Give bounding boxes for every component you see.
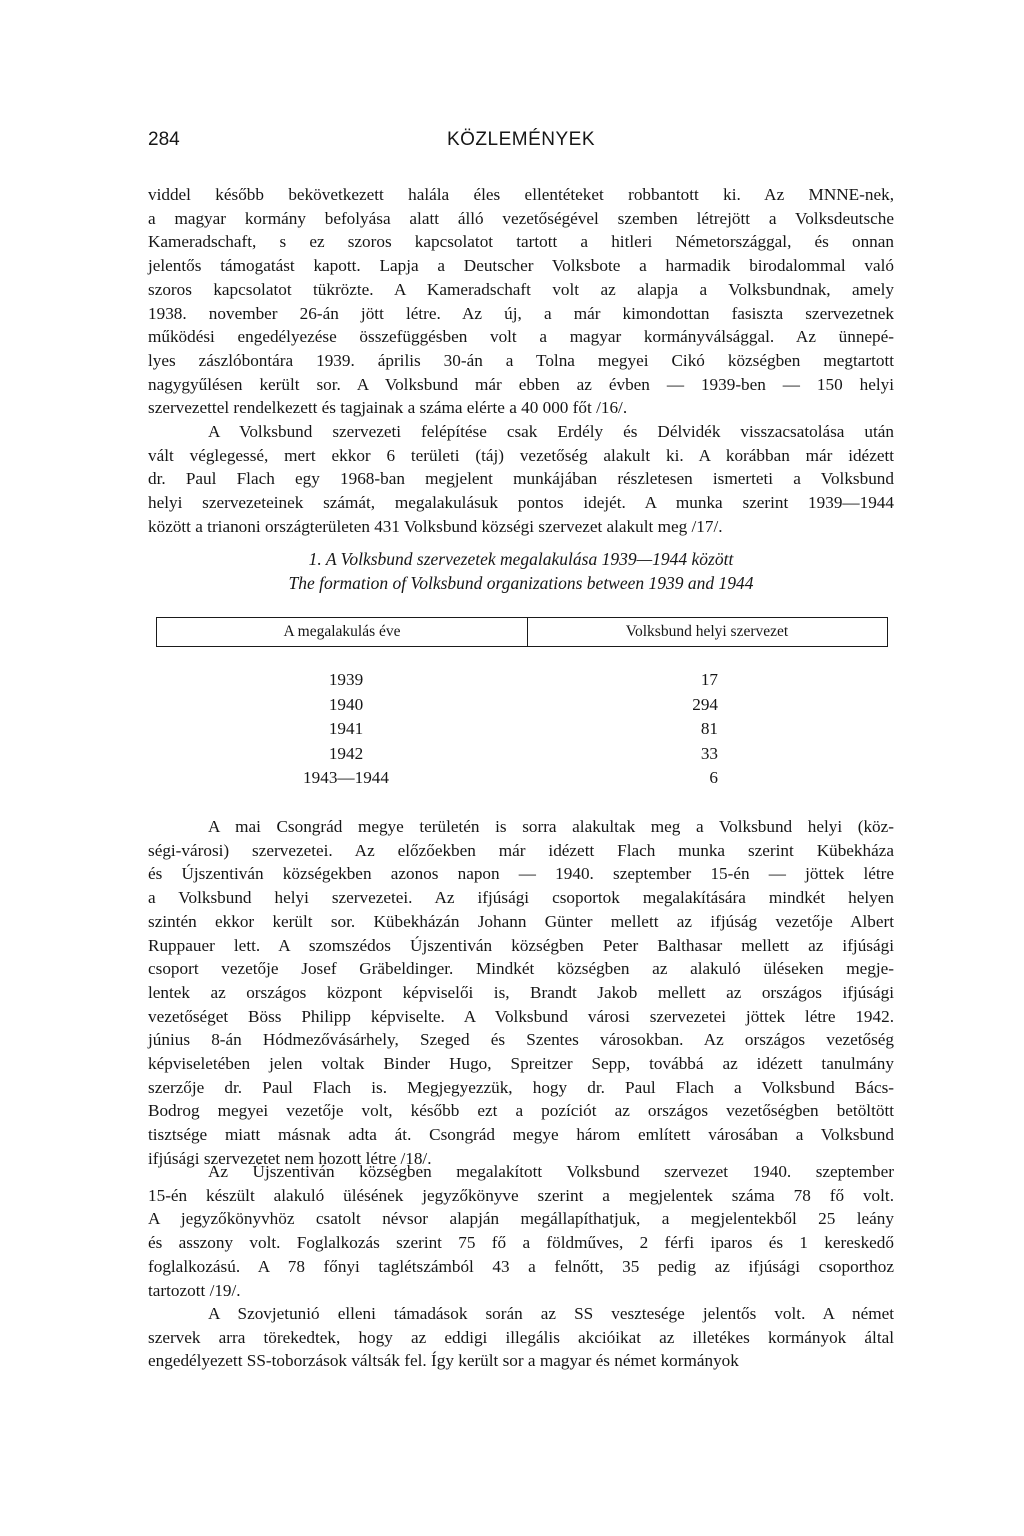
text-line: és Újszentiván községekben azonos napon — 1940. szeptember 15-én — jöttek létre bbox=[148, 864, 894, 884]
text-line: ségi-városi) szervezetei. Az előzőekben már idézett Flach munka szerint Kübekháza bbox=[148, 840, 894, 860]
page-header bbox=[148, 129, 894, 155]
count-cell: 6 bbox=[709, 768, 718, 787]
text-line: nagygyűlésen került sor. A Volksbund már ebben az évben — 1939-ben — 150 helyi bbox=[148, 374, 894, 394]
text-line: szervezettel rendelkezett és tagjainak a száma elérte a 40 000 főt /16/. bbox=[148, 398, 628, 418]
text-line: foglalkozású. A 78 főnyi taglétszámból 43 a felnőtt, 35 pedig az ifjúsági csoporthoz bbox=[148, 1256, 894, 1276]
text-line: 15-én készült alakuló ülésének jegyzőkönyve szerint a megjelentek száma 78 fő volt. bbox=[148, 1185, 894, 1205]
text-line: A Szovjetunió elleni támadások során az SS vesztesége jelentős volt. A német bbox=[208, 1304, 894, 1323]
text-line: a magyar kormány befolyása alatt álló vezetőségével szemben létrejött a Volksdeutsche bbox=[148, 208, 894, 228]
table-body bbox=[148, 670, 894, 793]
column-header-count: Volksbund helyi szervezet bbox=[625, 623, 789, 640]
year-cell: 1941 bbox=[328, 719, 364, 738]
text-line: engedélyezett SS-toborzások váltsák fel. Így került sor a magyar és német kormányok bbox=[148, 1351, 739, 1371]
text-line: lentek az országos központ képviselői is, Brandt Jakob mellett az országos ifjúsági bbox=[148, 982, 894, 1002]
section-title: KÖZLEMÉNYEK bbox=[446, 129, 596, 150]
column-header-year: A megalakulás éve bbox=[157, 618, 528, 646]
text-line: Bodrog megyei vezetője volt, később ezt a pozíciót az országos vezetőségben betöltött bbox=[148, 1101, 894, 1121]
text-line: ifjúsági szervezetet nem hozott létre /18/. bbox=[148, 1148, 432, 1168]
text-line: szervek arra törekedtek, hogy az eddigi illegális akcióikat az illetékes kormányok által bbox=[148, 1327, 894, 1347]
text-line: és asszony volt. Foglalkozás szerint 75 fő a földműves, 2 férfi iparos és 1 kereskedő bbox=[148, 1233, 894, 1253]
text-line: a Volksbund helyi szervezetei. Az ifjúsági csoportok megalakítására mindkét helyen bbox=[148, 888, 894, 908]
text-line: Ruppauer lett. A szomszédos Újszentiván községben Peter Balthasar mellett az ifjúsági bbox=[148, 935, 894, 955]
count-cell: 294 bbox=[692, 694, 718, 714]
paragraph-3 bbox=[148, 815, 894, 1171]
text-line: vezetőséget Böss Philipp képviselte. A Volksbund városi szervezetei jöttek létre 1942. bbox=[148, 1006, 894, 1026]
page-number: 284 bbox=[148, 129, 180, 150]
table-row bbox=[148, 719, 894, 744]
text-line: június 8-án Hódmezővásárhely, Szeged és Szentes városokban. Az országos vezetőség bbox=[148, 1030, 894, 1050]
table-caption bbox=[148, 547, 894, 595]
text-line: Az Újszentiván községben megalakított Volksbund szervezet 1940. szeptember bbox=[208, 1162, 894, 1181]
text-line: dr. Paul Flach egy 1968-ban megjelent munkájában részletesen ismerteti a Volksbund bbox=[148, 469, 894, 489]
table-row bbox=[148, 695, 894, 720]
text-line: képviseletében jelen voltak Binder Hugo, Spreitzer Sepp, továbbá az idézett tanulmány bbox=[148, 1054, 894, 1074]
text-line: A Volksbund szervezeti felépítése csak Erdély és Délvidék visszacsatolása után bbox=[208, 422, 894, 441]
text-line: helyi szervezeteinek számát, megalakulásuk pontos idejét. A munka szerint 1939—1944 bbox=[148, 493, 894, 513]
paragraph-5 bbox=[148, 1302, 894, 1373]
text-line: között a trianoni országterületen 431 Volksbund községi szervezet alakult meg /17/. bbox=[148, 516, 723, 536]
year-cell: 1939 bbox=[328, 670, 364, 689]
count-cell: 33 bbox=[700, 743, 718, 763]
count-cell: 17 bbox=[700, 670, 718, 689]
text-line: csoport vezetője Josef Gräbeldinger. Mindkét községben az alakuló üléseken megje- bbox=[148, 959, 894, 979]
year-cell: 1942 bbox=[328, 743, 364, 763]
year-cell: 1943—1944 bbox=[303, 768, 389, 787]
table-row bbox=[148, 744, 894, 769]
year-cell: 1940 bbox=[328, 694, 364, 714]
text-line: A mai Csongrád megye területén is sorra alakultak meg a Volksbund helyi (köz- bbox=[208, 817, 894, 836]
text-line: A jegyzőkönyvhöz csatolt névsor alapján megállapíthatjuk, a megjelentekből 25 leány bbox=[148, 1209, 894, 1229]
text-line: szintén ekkor került sor. Kübekházán Johann Günter mellett az ifjúság vezetője Albert bbox=[148, 911, 894, 931]
text-line: jelentős támogatást kapott. Lapja a Deutscher Volksbote a harmadik birodalommal való bbox=[148, 256, 894, 276]
count-cell: 81 bbox=[700, 719, 718, 738]
table-header bbox=[156, 617, 888, 647]
text-line: Kameradschaft, s ez szoros kapcsolatot tartott a hitleri Németországgal, és onnan bbox=[148, 232, 894, 252]
table-row bbox=[148, 768, 894, 793]
text-line: tartozott /19/. bbox=[148, 1280, 241, 1300]
paragraph-2 bbox=[148, 420, 894, 539]
table-row bbox=[148, 670, 894, 695]
text-line: 1938. november 26-án jött létre. Az új, a már kimondottan fasiszta szervezetnek bbox=[148, 303, 894, 323]
text-line: viddel később bekövetkezett halála éles ellentéteket robbantott ki. Az MNNE-nek, bbox=[148, 185, 894, 204]
text-line: szerzője dr. Paul Flach is. Megjegyezzük, hogy dr. Paul Flach a Volksbund Bács- bbox=[148, 1077, 894, 1097]
text-line: szoros kapcsolatot tükrözte. A Kameradschaft volt az alapja a Volksbundnak, amely bbox=[148, 279, 894, 299]
table-caption-en: The formation of Volksbund organizations between 1939 and 1944 bbox=[288, 573, 754, 593]
text-line: lyes zászlóbontára 1939. április 30-án a Tolna megyei Cikó községben megtartott bbox=[148, 350, 894, 370]
paragraph-1 bbox=[148, 183, 894, 420]
table-caption-hu: 1. A Volksbund szervezetek megalakulása 1939—1944 között bbox=[308, 549, 734, 569]
text-line: működési engedélyezése összefüggésben volt a magyar kormányválsággal. Az ünnepé- bbox=[148, 327, 894, 347]
paragraph-4 bbox=[148, 1160, 894, 1302]
text-line: tisztsége miatt másnak adta át. Csongrád megye három említett városában a Volksbund bbox=[148, 1125, 894, 1145]
text-line: vált véglegessé, mert ekkor 6 területi (táj) vezetőség alakult ki. A korábban már idézett bbox=[148, 445, 894, 465]
